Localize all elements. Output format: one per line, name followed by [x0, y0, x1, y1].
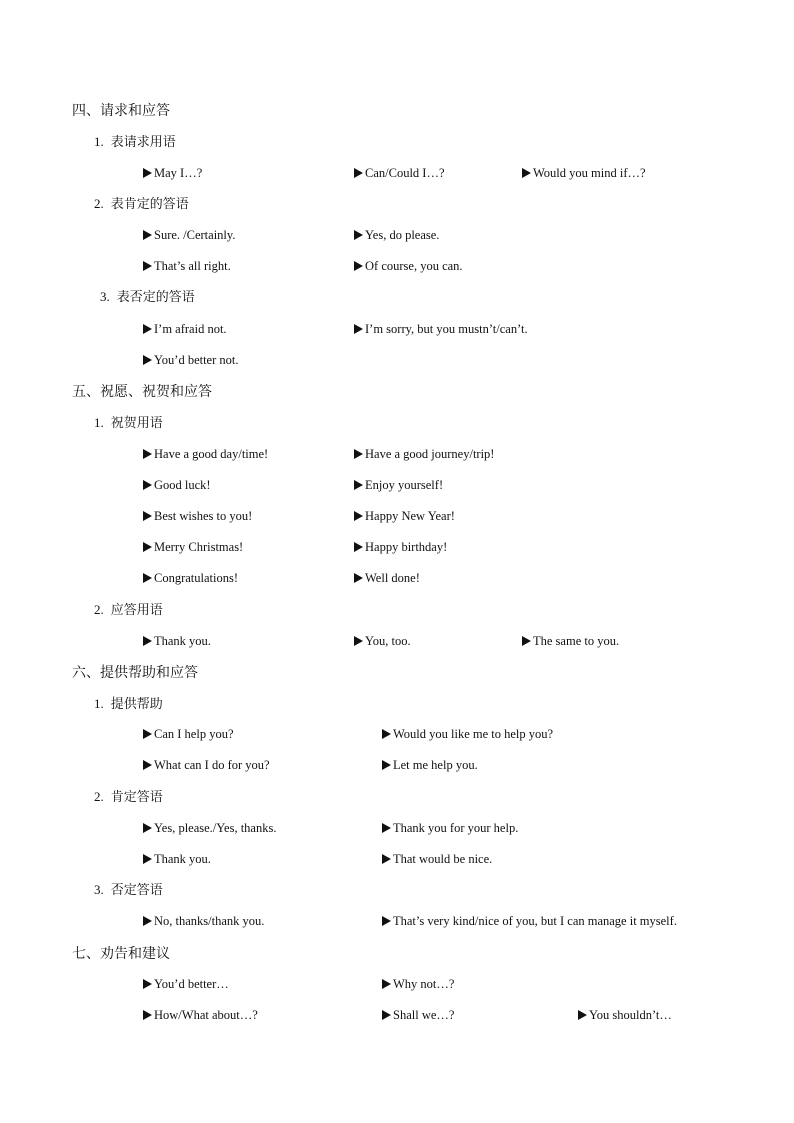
section-title: 五、祝愿、祝贺和应答	[72, 384, 212, 400]
triangle-bullet-icon	[382, 1010, 391, 1020]
phrase-item: Shall we…?	[382, 1007, 454, 1023]
phrase-item: No, thanks/thank you.	[143, 913, 264, 929]
section-title: 六、提供帮助和应答	[72, 665, 198, 681]
triangle-bullet-icon	[354, 480, 363, 490]
triangle-bullet-icon	[522, 168, 531, 178]
triangle-bullet-icon	[354, 230, 363, 240]
phrase-item: Would you mind if…?	[522, 165, 646, 181]
phrase-item: Thank you for your help.	[382, 820, 518, 836]
triangle-bullet-icon	[382, 854, 391, 864]
subsection-heading: 2. 应答用语	[94, 602, 163, 618]
triangle-bullet-icon	[143, 729, 152, 739]
triangle-bullet-icon	[143, 542, 152, 552]
triangle-bullet-icon	[578, 1010, 587, 1020]
phrase-item: May I…?	[143, 165, 202, 181]
triangle-bullet-icon	[382, 916, 391, 926]
phrase-item: You, too.	[354, 633, 411, 649]
phrase-item: Can/Could I…?	[354, 165, 445, 181]
phrase-item: Can I help you?	[143, 726, 234, 742]
phrase-item: That’s all right.	[143, 258, 231, 274]
triangle-bullet-icon	[143, 261, 152, 271]
triangle-bullet-icon	[382, 823, 391, 833]
phrase-item: Enjoy yourself!	[354, 477, 443, 493]
phrase-item: Happy New Year!	[354, 508, 455, 524]
phrase-item: How/What about…?	[143, 1007, 258, 1023]
triangle-bullet-icon	[354, 324, 363, 334]
triangle-bullet-icon	[143, 480, 152, 490]
triangle-bullet-icon	[382, 760, 391, 770]
triangle-bullet-icon	[143, 760, 152, 770]
section-title: 四、请求和应答	[72, 103, 170, 119]
triangle-bullet-icon	[143, 979, 152, 989]
triangle-bullet-icon	[354, 261, 363, 271]
phrase-item: I’m afraid not.	[143, 321, 227, 337]
triangle-bullet-icon	[354, 573, 363, 583]
triangle-bullet-icon	[143, 1010, 152, 1020]
phrase-item: You shouldn’t…	[578, 1007, 672, 1023]
phrase-item: Thank you.	[143, 633, 211, 649]
triangle-bullet-icon	[354, 449, 363, 459]
phrase-item: You’d better not.	[143, 352, 239, 368]
phrase-item: Let me help you.	[382, 757, 478, 773]
phrase-item: Happy birthday!	[354, 539, 447, 555]
phrase-item: Have a good journey/trip!	[354, 446, 494, 462]
subsection-heading: 3. 否定答语	[94, 882, 163, 898]
triangle-bullet-icon	[143, 511, 152, 521]
phrase-item: That would be nice.	[382, 851, 492, 867]
subsection-heading: 1. 提供帮助	[94, 696, 163, 712]
phrase-item: Have a good day/time!	[143, 446, 268, 462]
triangle-bullet-icon	[382, 729, 391, 739]
triangle-bullet-icon	[522, 636, 531, 646]
phrase-item: Well done!	[354, 570, 420, 586]
phrase-item: That’s very kind/nice of you, but I can manage it myself.	[382, 913, 677, 929]
triangle-bullet-icon	[143, 230, 152, 240]
subsection-heading: 3. 表否定的答语	[100, 289, 195, 305]
triangle-bullet-icon	[143, 823, 152, 833]
subsection-heading: 1. 祝贺用语	[94, 415, 163, 431]
phrase-item: Why not…?	[382, 976, 454, 992]
phrase-item: I’m sorry, but you mustn’t/can’t.	[354, 321, 528, 337]
phrase-item: The same to you.	[522, 633, 619, 649]
triangle-bullet-icon	[354, 542, 363, 552]
triangle-bullet-icon	[382, 979, 391, 989]
phrase-item: Yes, do please.	[354, 227, 439, 243]
phrase-item: Good luck!	[143, 477, 211, 493]
phrase-item: You’d better…	[143, 976, 229, 992]
phrase-item: Merry Christmas!	[143, 539, 243, 555]
triangle-bullet-icon	[143, 324, 152, 334]
phrase-item: What can I do for you?	[143, 757, 270, 773]
phrase-item: Of course, you can.	[354, 258, 463, 274]
triangle-bullet-icon	[143, 854, 152, 864]
triangle-bullet-icon	[354, 168, 363, 178]
triangle-bullet-icon	[143, 355, 152, 365]
triangle-bullet-icon	[354, 511, 363, 521]
phrase-item: Best wishes to you!	[143, 508, 252, 524]
subsection-heading: 2. 表肯定的答语	[94, 196, 189, 212]
triangle-bullet-icon	[143, 916, 152, 926]
triangle-bullet-icon	[143, 636, 152, 646]
phrase-item: Would you like me to help you?	[382, 726, 553, 742]
subsection-heading: 1. 表请求用语	[94, 134, 176, 150]
phrase-item: Thank you.	[143, 851, 211, 867]
phrase-item: Sure. /Certainly.	[143, 227, 235, 243]
triangle-bullet-icon	[354, 636, 363, 646]
phrase-item: Yes, please./Yes, thanks.	[143, 820, 276, 836]
triangle-bullet-icon	[143, 573, 152, 583]
triangle-bullet-icon	[143, 449, 152, 459]
section-title: 七、劝告和建议	[72, 946, 170, 962]
phrase-item: Congratulations!	[143, 570, 238, 586]
triangle-bullet-icon	[143, 168, 152, 178]
subsection-heading: 2. 肯定答语	[94, 789, 163, 805]
